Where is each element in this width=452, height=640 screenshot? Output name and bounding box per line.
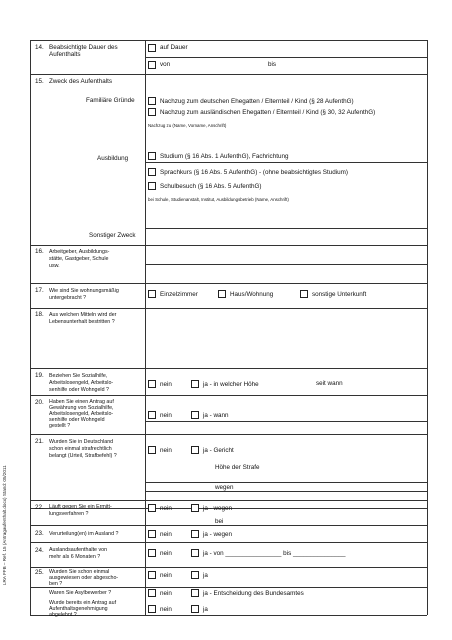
q25c-nein-label: nein [160,606,172,613]
q16-label-3: usw. [49,263,60,269]
q21-nein-label: nein [160,447,172,454]
q15-sonstiger-zweck: Sonstiger Zweck [89,232,136,239]
q15-fam-opt1-checkbox[interactable] [148,97,156,105]
q19-number: 19. [35,372,44,379]
q22-nein-label: nein [160,505,172,512]
q20-nein-label: nein [160,412,172,419]
q15-fam-opt1-label: Nachzug zum deutschen Ehegatten / Elternteil / Kind (§ 28 AufenthG) [160,98,354,105]
q25b-ja-label: ja - Entscheidung des Bundesamtes [203,590,304,597]
q25c-ja-label: ja [203,606,208,613]
q20-label-5: gestellt ? [49,423,71,429]
q22-nein-checkbox[interactable] [148,504,156,512]
q15-fam-note: Nachzug zu (Name, Vorname, Anschrift) [148,123,227,128]
q25c-nein-checkbox[interactable] [148,605,156,613]
q15-aus-opt3-label: Schulbesuch (§ 16 Abs. 5 AufenthG) [160,183,262,190]
q21-wegen: wegen [215,484,234,491]
q21-ja-label: ja - Gericht [203,447,234,454]
q23-nein-checkbox[interactable] [148,530,156,538]
q15-aus-opt2-label: Sprachkurs (§ 16 Abs. 5 AufenthG) - (ohne beabsichtigtes Studium) [160,169,348,176]
q14-label-1: Beabsichtigte Dauer des [49,44,118,51]
q15-aus-opt2-checkbox[interactable] [148,168,156,176]
q24-ja-label: ja - von ________________ bis _______________ [203,550,346,557]
q25c-label-3: abgelehnt ? [49,612,77,618]
q21-nein-checkbox[interactable] [148,446,156,454]
q17-haus-checkbox[interactable] [218,290,226,298]
q25-nein-label: nein [160,572,172,579]
q19-nein-checkbox[interactable] [148,380,156,388]
q14-label-2: Aufenthalts [49,51,81,58]
q15-fam-opt2-checkbox[interactable] [148,108,156,116]
q17-label-1: Wie sind Sie wohnungsmäßig [49,288,119,294]
q19-label-1: Beziehen Sie Sozialhilfe, [49,373,108,379]
footer-side-note: LRA FFB – Ref. 15 (Antragaufenthalt.docx) Stand: 05/2011 [2,465,7,585]
q21-label-3: belangt (Urteil, Strafbefehl) ? [49,453,117,459]
q14-auf-dauer-checkbox[interactable] [148,44,156,52]
q21-ja-checkbox[interactable] [191,446,199,454]
q15-aus-note: bei Schule, Studienanstalt, Institut, Ausbildungsbetrieb (Name, Anschrift) [148,197,289,202]
q15-aus-opt3-checkbox[interactable] [148,182,156,190]
q14-von-label: von [160,61,171,68]
q24-number: 24. [35,547,44,554]
q21-hoehe-strafe: Höhe der Strafe [215,464,260,471]
q20-nein-checkbox[interactable] [148,411,156,419]
q19-ja-label: ja - in welcher Höhe [203,381,259,388]
q25c-label-1: Wurde bereits ein Antrag auf [49,600,117,606]
q24-nein-checkbox[interactable] [148,549,156,557]
q25-number: 25. [35,569,44,576]
q25-label-2: ausgewiesen oder abgescho- [49,575,119,581]
q22-label-1: Läuft gegen Sie ein Ermitt- [49,504,112,510]
q15-ausbildung: Ausbildung [97,155,129,162]
q23-number: 23. [35,530,44,537]
q16-number: 16. [35,248,44,255]
q17-sonstige-label: sonstige Unterkunft [312,291,367,298]
q25-ja-label: ja [203,572,208,579]
q14-von-checkbox[interactable] [148,61,156,69]
q19-label-2: Arbeitslosengeld, Arbeitslo- [49,380,114,386]
q14-auf-dauer-label: auf Dauer [160,44,188,51]
q16-label-1: Arbeitgeber, Ausbildungs- [49,249,110,255]
q19-ja-checkbox[interactable] [191,380,199,388]
q24-label-2: mehr als 6 Monaten ? [49,554,101,560]
q21-label-1: Wurden Sie in Deutschland [49,439,114,445]
q17-label-2: untergebracht ? [49,295,87,301]
q18-label-2: Lebensunterhalt bestritten ? [49,319,115,325]
q25b-asyl-label: Waren Sie Asylbewerber ? [49,590,112,596]
q18-label-1: Aus welchen Mitteln wird der [49,312,117,318]
q17-sonstige-checkbox[interactable] [300,290,308,298]
q20-ja-checkbox[interactable] [191,411,199,419]
q25-ja-checkbox[interactable] [191,571,199,579]
q25b-nein-label: nein [160,590,172,597]
q19-label-3: senhilfe oder Wohngeld ? [49,387,109,393]
q25b-nein-checkbox[interactable] [148,589,156,597]
q17-number: 17. [35,287,44,294]
q22-ja-label: ja - wegen [203,505,233,512]
q24-label-1: Auslandsaufenthalte von [49,547,108,553]
q20-label-4: senhilfe oder Wohngeld [49,417,105,423]
q17-haus-label: Haus/Wohnung [230,291,274,298]
q15-aus-opt1-checkbox[interactable] [148,152,156,160]
q14-bis-label: bis [268,61,277,68]
q24-nein-label: nein [160,550,172,557]
q25-nein-checkbox[interactable] [148,571,156,579]
q15-label: Zweck des Aufenthalts [49,78,113,85]
q25c-label-2: Aufenthaltsgenehmigung [49,606,108,612]
q15-fam-opt2-label: Nachzug zum ausländischen Ehegatten / Elternteil / Kind (§ 30, 32 AufenthG) [160,109,376,116]
q21-number: 21. [35,438,44,445]
q23-label: Verurteilung(en) im Ausland ? [49,531,119,537]
q20-label-2: Gewährung von Sozialhilfe, [49,405,114,411]
q22-label-2: lungsverfahren ? [49,511,89,517]
q22-ja-checkbox[interactable] [191,504,199,512]
q20-number: 20. [35,399,44,406]
q22-bei: bei [215,518,224,525]
q25-label-3: ben ? [49,581,63,587]
q18-number: 18. [35,311,44,318]
q21-label-2: schon einmal strafrechtlich [49,446,112,452]
q23-nein-label: nein [160,531,172,538]
q14-number: 14. [35,44,44,51]
q15-aus-opt1-label: Studium (§ 16 Abs. 1 AufenthG), Fachrichtung [160,153,289,160]
q23-ja-label: ja - wegen [203,531,233,538]
q20-label-1: Haben Sie einen Antrag auf [49,399,114,405]
q20-label-3: Arbeitslosengeld, Arbeitslo- [49,411,114,417]
q22-number: 22. [35,504,44,511]
q15-number: 15. [35,78,44,85]
q23-ja-checkbox[interactable] [191,530,199,538]
q17-einzelzimmer-checkbox[interactable] [148,290,156,298]
q17-einzelzimmer-label: Einzelzimmer [160,291,198,298]
q25-label-1: Wurden Sie schon einmal [49,569,110,575]
q25b-ja-checkbox[interactable] [191,589,199,597]
q24-ja-checkbox[interactable] [191,549,199,557]
q19-seit-wann: seit wann [316,380,343,387]
q15-familiaere-gruende: Familiäre Gründe [86,97,135,104]
q16-label-2: stätte, Gastgeber, Schule [49,256,109,262]
q19-nein-label: nein [160,381,172,388]
q25c-ja-checkbox[interactable] [191,605,199,613]
q20-ja-label: ja - wann [203,412,229,419]
